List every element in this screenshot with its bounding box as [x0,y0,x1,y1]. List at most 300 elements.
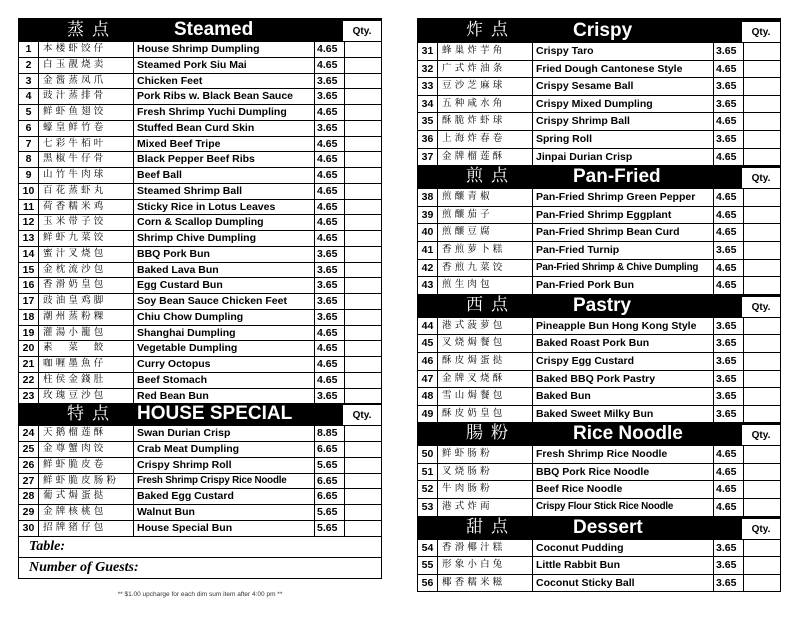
item-name-chinese: 素 菜 餃 [39,341,134,356]
item-price: 4.65 [714,207,744,224]
menu-item-row [19,120,381,136]
quantity-field[interactable] [744,43,780,60]
quantity-field[interactable] [345,74,381,89]
menu-item-row [418,463,780,481]
quantity-field[interactable] [345,247,381,262]
item-name: Beef Rice Noodle [533,481,714,498]
quantity-field[interactable] [345,474,381,489]
item-name: Walnut Bun [134,505,315,520]
item-number: 27 [19,474,39,489]
item-name: Shrimp Chive Dumpling [134,231,315,246]
menu-item-row [19,340,381,356]
item-number: 33 [418,78,438,95]
item-name: Fried Dough Cantonese Style [533,61,714,78]
menu-item-row [418,241,780,259]
quantity-field[interactable] [345,426,381,441]
item-price: 3.65 [714,575,744,592]
item-name-chinese: 鲜虾脆皮肠粉 [39,474,134,489]
quantity-field[interactable] [345,389,381,404]
item-price: 3.65 [714,353,744,370]
item-name: Steamed Pork Siu Mai [134,58,315,73]
item-name-chinese: 金牌核桃包 [39,505,134,520]
item-number: 23 [19,389,39,404]
menu-item-row [418,445,780,463]
item-number: 16 [19,278,39,293]
item-number: 32 [418,61,438,78]
item-name: Pan-Fried Shrimp Bean Curd [533,224,714,241]
item-price: 5.65 [315,505,345,520]
item-name: Crispy Shrimp Ball [533,113,714,130]
quantity-field[interactable] [345,373,381,388]
menu-item-row [418,148,780,166]
item-price: 4.65 [714,464,744,481]
item-name-chinese: 五种咸水角 [438,96,533,113]
item-name: Fresh Shrimp Yuchi Dumpling [134,105,315,120]
item-price: 4.65 [315,215,345,230]
quantity-field[interactable] [744,446,780,463]
item-price: 3.65 [315,278,345,293]
section-title: Pastry [573,294,632,316]
item-name: Beef Ball [134,168,315,183]
item-number: 15 [19,263,39,278]
item-number: 48 [418,388,438,405]
item-name-chinese: 豉汁蒸排骨 [39,89,134,104]
menu-item-row [19,214,381,230]
quantity-field[interactable] [744,189,780,206]
quantity-field[interactable] [744,207,780,224]
quantity-field[interactable] [744,481,780,498]
item-number: 10 [19,184,39,199]
item-name-chinese: 荷香糯米鸡 [39,200,134,215]
item-name: Swan Durian Crisp [134,426,315,441]
item-price: 3.65 [315,263,345,278]
item-price: 4.65 [714,260,744,277]
item-name-chinese: 上海炸春卷 [438,131,533,148]
quantity-field[interactable] [744,242,780,259]
item-price: 4.65 [315,326,345,341]
item-name: Baked BBQ Pork Pastry [533,371,714,388]
item-name-chinese: 蜜汁叉烧包 [39,247,134,262]
item-name: Crispy Flour Stick Rice Noodle [533,499,714,516]
item-price: 3.65 [714,43,744,60]
item-number: 37 [418,149,438,166]
item-name-chinese: 煎釀茄子 [438,207,533,224]
item-name-chinese: 柱侯金錢肚 [39,373,134,388]
quantity-field[interactable] [345,521,381,536]
item-name: Pan-Fried Shrimp Green Pepper [533,189,714,206]
menu-item-row [418,556,780,574]
item-name: Pork Ribs w. Black Bean Sauce [134,89,315,104]
quantity-field[interactable] [744,557,780,574]
item-name: House Shrimp Dumpling [134,42,315,57]
qty-header: Qty. [742,297,780,317]
menu-item-row [418,60,780,78]
item-number: 12 [19,215,39,230]
quantity-field[interactable] [345,184,381,199]
item-price: 4.65 [315,58,345,73]
item-price: 3.65 [315,294,345,309]
menu-item-row [418,480,780,498]
qty-header: Qty. [742,519,780,539]
item-name: Jinpai Durian Crisp [533,149,714,166]
quantity-field[interactable] [345,105,381,120]
quantity-field[interactable] [744,149,780,166]
menu-item-row [19,277,381,293]
menu-item-row [19,356,381,372]
section-title-chinese: 西点 [466,294,516,315]
item-price: 6.65 [315,474,345,489]
item-number: 13 [19,231,39,246]
section-title: Rice Noodle [573,423,683,445]
item-name-chinese: 招牌猪仔包 [39,521,134,536]
section-title: HOUSE SPECIAL [137,403,293,425]
item-number: 21 [19,357,39,372]
item-name-chinese: 煎釀豆腐 [438,224,533,241]
item-price: 4.65 [315,357,345,372]
menu-item-row [19,293,381,309]
item-number: 54 [418,540,438,557]
item-price: 4.65 [714,277,744,294]
quantity-field[interactable] [744,96,780,113]
menu-item-row [19,262,381,278]
quantity-field[interactable] [345,137,381,152]
quantity-field[interactable] [744,113,780,130]
item-name: Crispy Mixed Dumpling [533,96,714,113]
item-name-chinese: 鲜虾脆皮卷 [39,458,134,473]
quantity-field[interactable] [345,326,381,341]
item-number: 24 [19,426,39,441]
quantity-field[interactable] [345,231,381,246]
quantity-field[interactable] [744,224,780,241]
menu-item-row [19,199,381,215]
quantity-field[interactable] [345,200,381,215]
item-name: Coconut Sticky Ball [533,575,714,592]
item-name: Crispy Egg Custard [533,353,714,370]
menu-item-row [19,441,381,457]
item-name-chinese: 金牌榴莲酥 [438,149,533,166]
item-number: 6 [19,121,39,136]
item-name-chinese: 港式炸両 [438,499,533,516]
item-price: 4.65 [714,224,744,241]
item-number: 3 [19,74,39,89]
item-price: 3.65 [315,89,345,104]
item-name: Black Pepper Beef Ribs [134,152,315,167]
item-name-chinese: 香滑奶皇包 [39,278,134,293]
section-header [418,165,780,188]
item-name: Crispy Sesame Ball [533,78,714,95]
quantity-field[interactable] [744,371,780,388]
item-name: Crab Meat Dumpling [134,442,315,457]
item-name: Pan-Fried Shrimp Eggplant [533,207,714,224]
item-number: 35 [418,113,438,130]
quantity-field[interactable] [345,341,381,356]
item-number: 11 [19,200,39,215]
item-number: 28 [19,489,39,504]
quantity-field[interactable] [345,168,381,183]
qty-header: Qty. [742,22,780,42]
item-name: Pan-Fried Turnip [533,242,714,259]
qty-header: Qty. [343,405,381,425]
menu-item-row [418,42,780,60]
quantity-field[interactable] [345,442,381,457]
menu-item-row [19,167,381,183]
section-header [418,516,780,539]
section-title-chinese: 腸粉 [466,423,516,444]
item-price: 3.65 [315,389,345,404]
menu-item-row [19,104,381,120]
item-name: Vegetable Dumpling [134,341,315,356]
section-title-chinese: 煎点 [466,166,516,187]
item-price: 3.65 [315,121,345,136]
item-number: 51 [418,464,438,481]
item-name-chinese: 鲜虾九菜饺 [39,231,134,246]
menu-item-row [19,57,381,73]
item-price: 4.65 [315,373,345,388]
menu-item-row [19,457,381,473]
item-name-chinese: 金牌叉烧酥 [438,371,533,388]
menu-item-row [19,372,381,388]
item-price: 4.65 [315,168,345,183]
item-name: Stuffed Bean Curd Skin [134,121,315,136]
item-name-chinese: 香煎萝卜糕 [438,242,533,259]
quantity-field[interactable] [744,61,780,78]
item-number: 55 [418,557,438,574]
item-name-chinese: 椰香糯米糍 [438,575,533,592]
quantity-field[interactable] [345,121,381,136]
quantity-field[interactable] [345,215,381,230]
section-header [19,19,381,41]
menu-item-row [418,95,780,113]
item-name: Red Bean Bun [134,389,315,404]
item-name-chinese: 七彩牛栢叶 [39,137,134,152]
quantity-field[interactable] [345,89,381,104]
qty-header: Qty. [343,21,381,41]
quantity-field[interactable] [345,489,381,504]
quantity-field[interactable] [345,58,381,73]
section-title-chinese: 特点 [67,404,117,425]
guest-count-field[interactable]: Number of Guests: [19,557,381,578]
quantity-field[interactable] [744,499,780,516]
item-number: 2 [19,58,39,73]
item-price: 3.65 [714,540,744,557]
item-number: 47 [418,371,438,388]
section-title: Pan-Fried [573,166,661,188]
quantity-field[interactable] [744,575,780,592]
item-name-chinese: 鲜虾肠粉 [438,446,533,463]
item-number: 36 [418,131,438,148]
item-name-chinese: 豆沙芝麻球 [438,78,533,95]
item-name-chinese: 本楼虾饺仔 [39,42,134,57]
quantity-field[interactable] [744,540,780,557]
item-name: Sticky Rice in Lotus Leaves [134,200,315,215]
quantity-field[interactable] [345,357,381,372]
item-name: Chiu Chow Dumpling [134,310,315,325]
item-name-chinese: 雪山焗餐包 [438,388,533,405]
menu-item-row [19,325,381,341]
table-number-field[interactable]: Table: [19,536,381,557]
item-price: 4.65 [714,149,744,166]
item-price: 3.65 [714,388,744,405]
item-name-chinese: 白玉靓烧卖 [39,58,134,73]
item-name-chinese: 金尊蟹肉饺 [39,442,134,457]
item-price: 4.65 [714,481,744,498]
item-name-chinese: 叉烧肠粉 [438,464,533,481]
quantity-field[interactable] [345,458,381,473]
menu-item-row [418,574,780,592]
item-number: 50 [418,446,438,463]
item-name-chinese: 形象小白兔 [438,557,533,574]
item-name-chinese: 潮州蒸粉粿 [39,310,134,325]
quantity-field[interactable] [744,406,780,423]
item-number: 49 [418,406,438,423]
quantity-field[interactable] [744,464,780,481]
quantity-field[interactable] [744,260,780,277]
item-name: Shanghai Dumpling [134,326,315,341]
item-name-chinese: 鲜虾鱼翅饺 [39,105,134,120]
item-name: Crispy Taro [533,43,714,60]
item-name: Coconut Pudding [533,540,714,557]
item-name-chinese: 酥皮奶皇包 [438,406,533,423]
quantity-field[interactable] [744,318,780,335]
item-name: Egg Custard Bun [134,278,315,293]
item-number: 52 [418,481,438,498]
item-number: 31 [418,43,438,60]
menu-item-row [418,259,780,277]
item-name-chinese: 天鹅榴莲酥 [39,426,134,441]
item-name: Fresh Shrimp Rice Noodle [533,446,714,463]
menu-item-row [418,334,780,352]
item-number: 22 [19,373,39,388]
quantity-field[interactable] [345,310,381,325]
item-price: 3.65 [714,557,744,574]
item-name-chinese: 山竹牛肉球 [39,168,134,183]
item-name-chinese: 豉油皇鸡脚 [39,294,134,309]
quantity-field[interactable] [744,131,780,148]
item-price: 4.65 [315,137,345,152]
menu-item-row [19,309,381,325]
item-number: 56 [418,575,438,592]
quantity-field[interactable] [345,278,381,293]
item-number: 34 [418,96,438,113]
item-name: Soy Bean Sauce Chicken Feet [134,294,315,309]
item-name-chinese: 玉米带子饺 [39,215,134,230]
item-price: 4.65 [714,61,744,78]
item-name: Steamed Shrimp Ball [134,184,315,199]
menu-item-row [418,498,780,516]
section-header [418,19,780,42]
item-name: Chicken Feet [134,74,315,89]
item-name: Baked Egg Custard [134,489,315,504]
menu-item-row [418,539,780,557]
menu-item-row [19,246,381,262]
item-number: 25 [19,442,39,457]
item-number: 45 [418,335,438,352]
item-number: 42 [418,260,438,277]
item-number: 39 [418,207,438,224]
quantity-field[interactable] [744,277,780,294]
item-number: 53 [418,499,438,516]
item-number: 8 [19,152,39,167]
menu-item-row [418,188,780,206]
item-name-chinese: 酥皮焗蛋挞 [438,353,533,370]
item-name-chinese: 煎釀青椒 [438,189,533,206]
quantity-field[interactable] [345,152,381,167]
item-price: 4.65 [315,231,345,246]
item-price: 4.65 [714,189,744,206]
section-header [418,294,780,317]
section-title-chinese: 炸点 [466,20,516,40]
menu-item-row [418,77,780,95]
item-name-chinese: 百花蒸虾丸 [39,184,134,199]
item-name: BBQ Pork Rice Noodle [533,464,714,481]
quantity-field[interactable] [345,294,381,309]
item-price: 4.65 [315,105,345,120]
section-title: Crispy [573,20,633,41]
item-price: 4.65 [714,446,744,463]
item-number: 26 [19,458,39,473]
qty-header: Qty. [742,425,780,445]
quantity-field[interactable] [744,353,780,370]
item-price: 3.65 [315,247,345,262]
item-price: 4.65 [315,42,345,57]
item-number: 41 [418,242,438,259]
item-name-chinese: 蠔皇鲜竹卷 [39,121,134,136]
quantity-field[interactable] [345,42,381,57]
menu-item-row [418,352,780,370]
menu-item-row [418,206,780,224]
menu-item-row [19,504,381,520]
item-name: BBQ Pork Bun [134,247,315,262]
item-number: 40 [418,224,438,241]
menu-item-row [418,223,780,241]
item-name-chinese: 金枕流沙包 [39,263,134,278]
item-number: 46 [418,353,438,370]
menu-item-row [418,276,780,294]
item-price: 4.65 [315,152,345,167]
item-price: 6.65 [315,442,345,457]
item-name: Curry Octopus [134,357,315,372]
item-price: 3.65 [714,131,744,148]
menu-item-row [19,73,381,89]
quantity-field[interactable] [744,335,780,352]
item-price: 3.65 [714,406,744,423]
item-number: 30 [19,521,39,536]
item-price: 3.65 [714,318,744,335]
menu-column-right [417,18,781,592]
item-price: 6.65 [315,489,345,504]
item-number: 20 [19,341,39,356]
item-name: Corn & Scallop Dumpling [134,215,315,230]
quantity-field[interactable] [744,78,780,95]
item-number: 18 [19,310,39,325]
quantity-field[interactable] [345,505,381,520]
menu-item-row [19,520,381,536]
item-name: Baked Bun [533,388,714,405]
item-name-chinese: 叉烧焗餐包 [438,335,533,352]
item-price: 3.65 [714,371,744,388]
item-name-chinese: 咖喱墨魚仔 [39,357,134,372]
qty-header: Qty. [742,168,780,188]
item-name-chinese: 葡式焗蛋挞 [39,489,134,504]
item-price: 3.65 [714,78,744,95]
item-price: 8.85 [315,426,345,441]
item-number: 19 [19,326,39,341]
quantity-field[interactable] [345,263,381,278]
item-price: 3.65 [714,335,744,352]
quantity-field[interactable] [744,388,780,405]
item-number: 38 [418,189,438,206]
item-name: Crispy Shrimp Roll [134,458,315,473]
